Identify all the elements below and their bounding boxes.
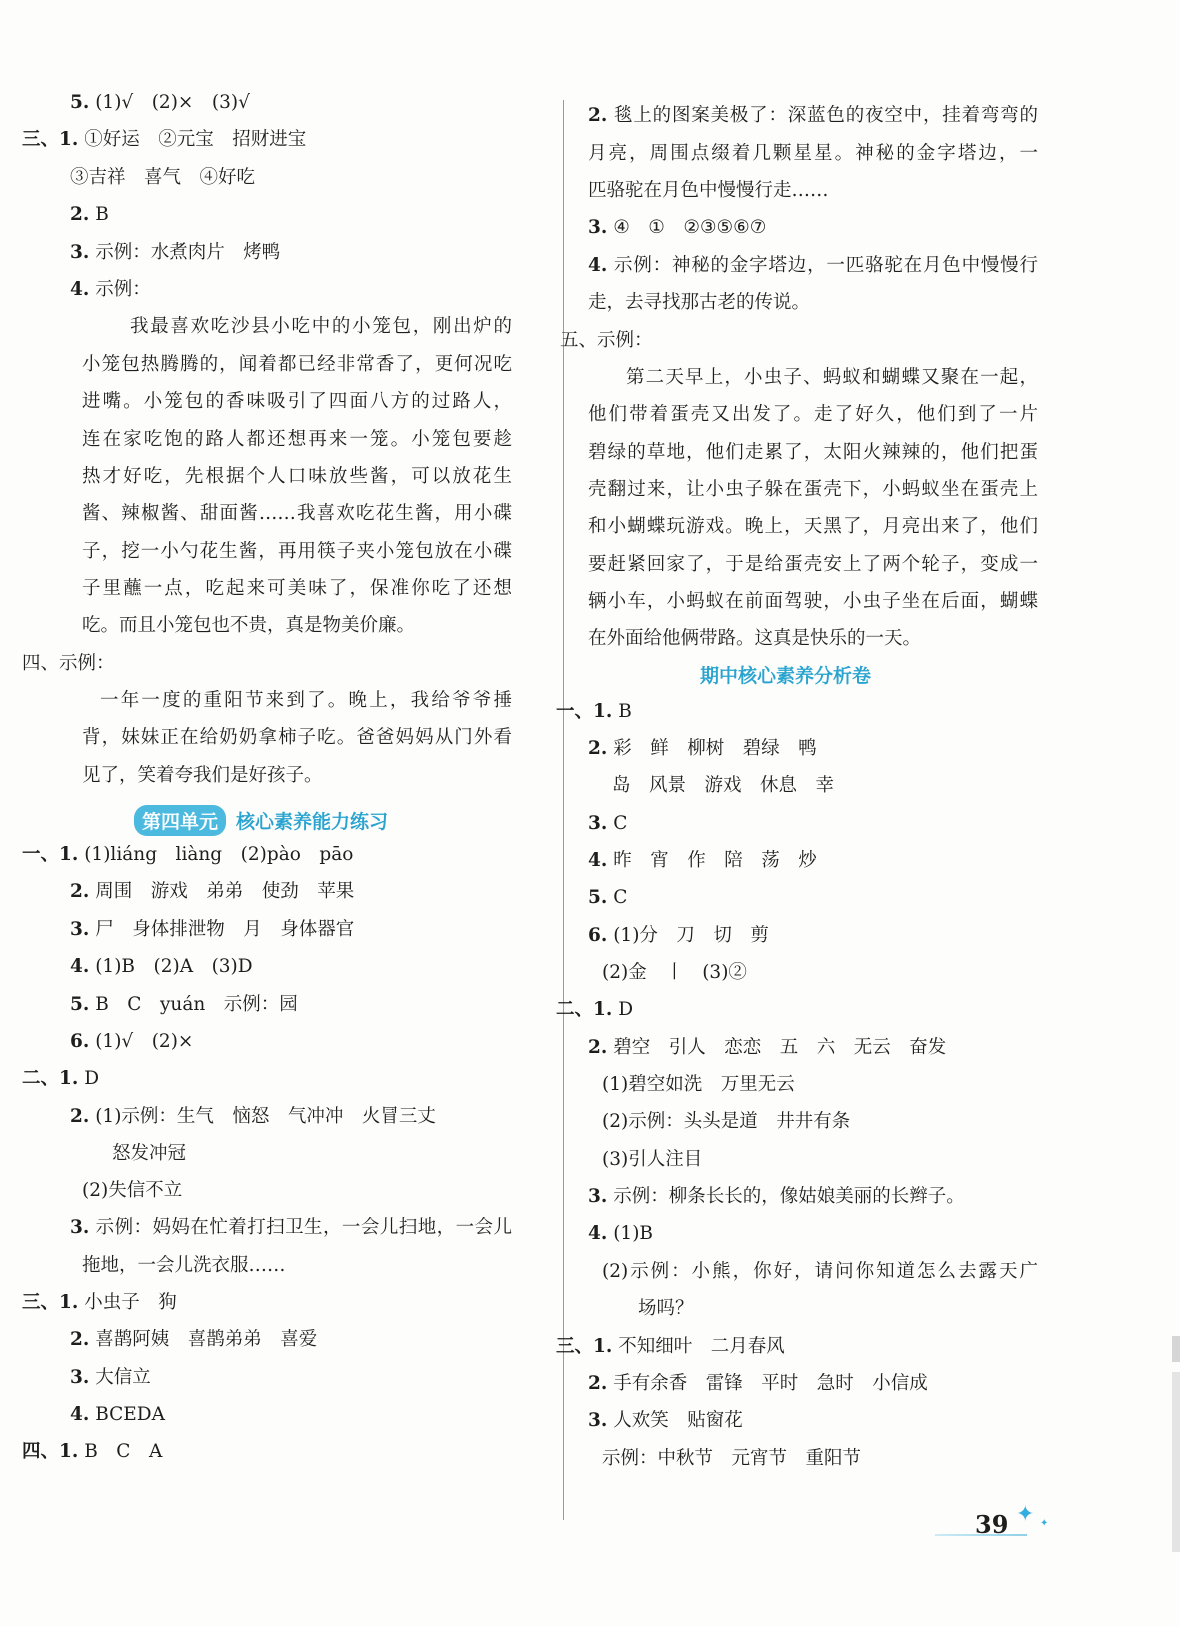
answer-line: 4. 示例：神秘的金字塔边，一匹骆驼在月色中慢慢行 (588, 255, 1038, 276)
answer-line: 3. 示例：柳条长长的，像姑娘美丽的长辫子。 (588, 1186, 965, 1207)
scan-edge-mark (1172, 1336, 1180, 1362)
answer-line: 4. (1)B (2)A (3)D (70, 956, 253, 977)
answer-line: 3. 示例：妈妈在忙着打扫卫生，一会儿扫地，一会儿 (70, 1217, 512, 1238)
answer-line: 一、1. B (556, 701, 632, 722)
answer-line: 二、1. D (556, 999, 634, 1020)
answer-line: 2. (1)示例：生气 恼怒 气冲冲 火冒三丈 (70, 1106, 436, 1127)
answer-line: 一年一度的重阳节来到了。晚上，我给爷爷捶 (100, 690, 512, 711)
answer-line: 5. C (588, 887, 628, 908)
answer-line: 碧绿的草地，他们走累了，太阳火辣辣的，他们把蛋 (588, 442, 1038, 463)
answer-line: 怒发冲冠 (112, 1143, 187, 1164)
section-title (700, 661, 871, 688)
answer-line: 4. 昨 宵 作 陪 荡 炒 (588, 850, 817, 871)
section-title-text: 核心素养能力练习 (236, 811, 389, 833)
answer-line: 子里蘸一点，吃起来可美味了，保准你吃了还想 (82, 578, 512, 599)
answer-line: 岛 风景 游戏 休息 幸 (612, 775, 835, 796)
answer-line: 子，挖一小勺花生酱，再用筷子夹小笼包放在小碟 (82, 541, 512, 562)
answer-line: 4. 示例： (70, 279, 151, 300)
answer-line: 三、1. 小虫子 狗 (22, 1292, 177, 1313)
answer-line: ③吉祥 喜气 ④好吃 (70, 167, 256, 188)
answer-line: (2)示例：小熊，你好，请问你知道怎么去露天广 (602, 1261, 1038, 1282)
answer-line: 2. 周围 游戏 弟弟 使劲 苹果 (70, 881, 355, 902)
answer-line: 3. C (588, 813, 628, 834)
answer-line: 在外面给他俩带路。这真是快乐的一天。 (588, 628, 922, 649)
answer-line: 6. (1)分 刀 切 剪 (588, 925, 769, 946)
answer-line: 热才好吃，先根据个人口味放些酱，可以放花生 (82, 466, 512, 487)
answer-line: 进嘴。小笼包的香味吸引了四面八方的过路人， (82, 391, 512, 412)
answer-line: 3. ④ ① ②③⑤⑥⑦ (588, 217, 767, 238)
answer-line: 4. BCEDA (70, 1404, 165, 1425)
answer-line: 要赶紧回家了，于是给蛋壳安上了两个轮子，变成一 (588, 554, 1038, 575)
answer-line: (3)引人注目 (602, 1149, 703, 1170)
answer-line: 匹骆驼在月色中慢慢行走…… (588, 180, 829, 201)
scan-edge-mark (1172, 1372, 1180, 1552)
answer-line: 酱、辣椒酱、甜面酱……我喜欢吃花生酱，用小碟 (82, 503, 512, 524)
answer-line: 壳翻过来，让小虫子躲在蛋壳下，小蚂蚁坐在蛋壳上 (588, 479, 1038, 500)
page-number: 39 (975, 1510, 1009, 1539)
answer-line: 小笼包热腾腾的，闻着都已经非常香了，更何况吃 (82, 354, 512, 375)
answer-line: 四、1. B C A (22, 1441, 163, 1462)
answer-line: 月亮，周围点缀着几颗星星。神秘的金字塔边，一 (588, 143, 1038, 164)
answer-line: 2. 碧空 引人 恋恋 五 六 无云 奋发 (588, 1037, 947, 1058)
answer-line: 我最喜欢吃沙县小吃中的小笼包，刚出炉的 (130, 316, 512, 337)
answer-line: 3. 尸 身体排泄物 月 身体器官 (70, 919, 355, 940)
answer-line: 2. 彩 鲜 柳树 碧绿 鸭 (588, 738, 817, 759)
answer-line: (2)金 丨 (3)② (602, 962, 747, 983)
answer-line: 2. 喜鹊阿姨 喜鹊弟弟 喜爱 (70, 1329, 318, 1350)
answer-line: 3. 大信立 (70, 1367, 151, 1388)
answer-line: 2. 毯上的图案美极了：深蓝色的夜空中，挂着弯弯的 (588, 105, 1038, 126)
answer-line: 一、1. (1)liáng liàng (2)pào pāo (22, 844, 354, 865)
star-icon: ✦ (1016, 1502, 1035, 1527)
answer-line: 连在家吃饱的路人都还想再来一笼。小笼包要趁 (82, 429, 512, 450)
answer-line: 他们带着蛋壳又出发了。走了好久，他们到了一片 (588, 404, 1038, 425)
answer-line: 和小蝴蝶玩游戏。晚上，天黑了，月亮出来了，他们 (588, 516, 1038, 537)
answer-line: (2)示例：头头是道 井井有条 (602, 1111, 851, 1132)
answer-line: 背，妹妹正在给奶奶拿柿子吃。爸爸妈妈从门外看 (82, 727, 512, 748)
answer-line: 三、1. ①好运 ②元宝 招财进宝 (22, 129, 307, 150)
answer-line: 二、1. D (22, 1068, 100, 1089)
answer-line: 3. 示例：水煮肉片 烤鸭 (70, 242, 281, 263)
answer-line: 2. B (70, 204, 109, 225)
answer-line: (2)失信不立 (82, 1180, 183, 1201)
answer-line: 3. 人欢笑 贴窗花 (588, 1410, 743, 1431)
answer-line: 走，去寻找那古老的传说。 (588, 292, 811, 313)
answer-line: 2. 手有余香 雷锋 平时 急时 小信成 (588, 1373, 928, 1394)
section-title-text: 期中核心素养分析卷 (700, 665, 872, 687)
answer-line: 拖地，一会儿洗衣服…… (82, 1255, 286, 1276)
answer-line: 吃。而且小笼包也不贵，真是物美价廉。 (82, 615, 416, 636)
section-title (134, 805, 388, 836)
answer-line: 4. (1)B (588, 1223, 654, 1244)
answer-line: 五、示例： (560, 330, 653, 351)
answer-line: 四、示例： (22, 653, 115, 674)
answer-line: 示例：中秋节 元宵节 重阳节 (602, 1448, 862, 1469)
answer-line: 见了，笑着夸我们是好孩子。 (82, 765, 323, 786)
answer-line: 辆小车，小蚂蚁在前面驾驶，小虫子坐在后面，蝴蝶 (588, 591, 1038, 612)
answer-line: 5. (1)√ (2)× (3)√ (70, 92, 250, 113)
answer-line: 三、1. 不知细叶 二月春风 (556, 1336, 785, 1357)
answer-line: 6. (1)√ (2)× (70, 1031, 194, 1052)
unit-badge: 第四单元 (134, 805, 226, 836)
answer-line: (1)碧空如洗 万里无云 (602, 1074, 795, 1095)
answer-line: 场吗？ (638, 1298, 694, 1319)
answer-line: 5. B C yuán 示例：园 (70, 994, 298, 1015)
column-divider (563, 100, 564, 1520)
answer-line: 第二天早上，小虫子、蚂蚁和蝴蝶又聚在一起， (626, 367, 1038, 388)
small-star-icon: ✦ (1040, 1518, 1049, 1529)
